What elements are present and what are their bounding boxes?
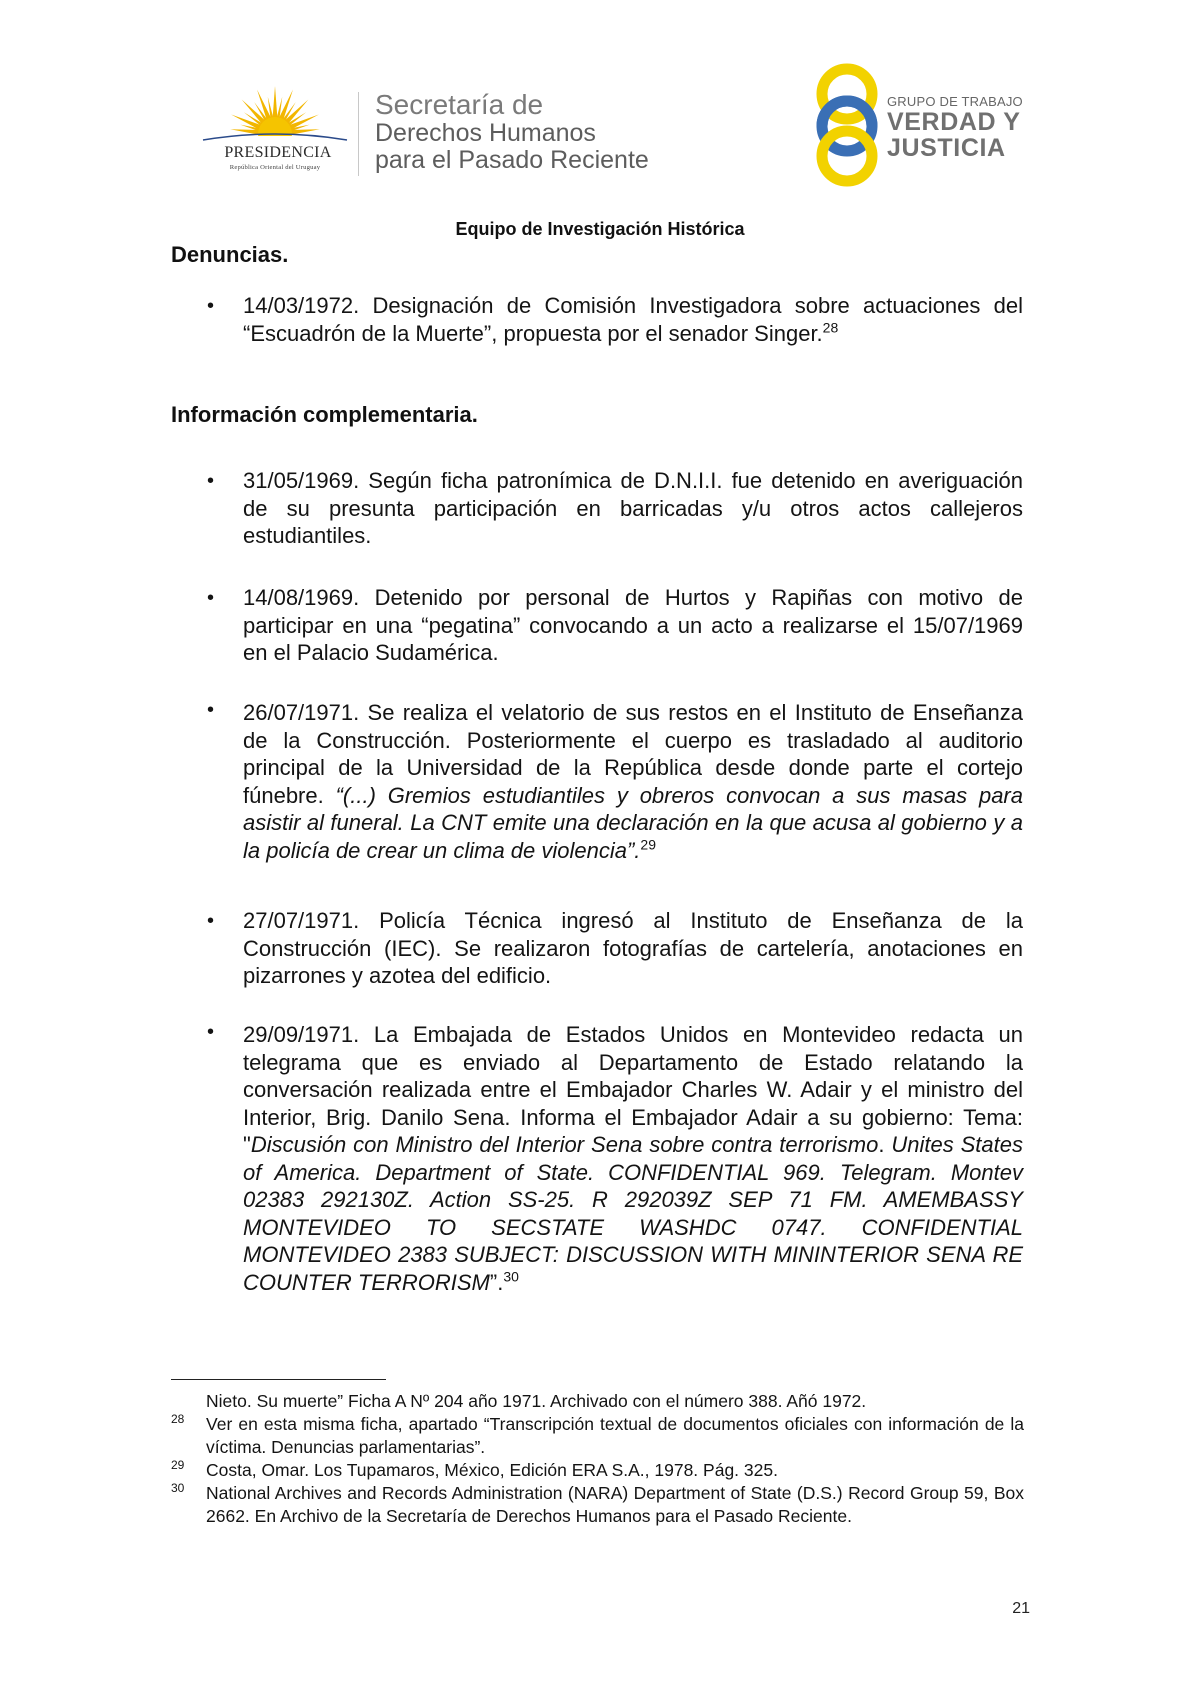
section-heading-informacion: Información complementaria. — [171, 402, 478, 427]
footnote-ref: 28 — [822, 319, 839, 336]
page-number: 21 — [1012, 1600, 1030, 1617]
presidencia-title: PRESIDENCIA — [224, 144, 332, 161]
grupo-trabajo-line-3: JUSTICIA — [887, 134, 1006, 162]
item-text-tail: ”. — [489, 1269, 504, 1295]
linked-rings-icon — [812, 60, 882, 190]
bullet-icon: • — [207, 699, 215, 721]
item-text: 29/09/1971. La Embajada de Estados Unidos en Montevideo redacta un telegrama que es enviado al Departamento de Estado relatando la conversación realizada entre el Embajador Charles W. Adair y el ministro del Interior, Brig. Danilo Sena. Informa el Embajador Adair a su gobierno: Tema: " — [243, 1022, 1023, 1157]
section-heading-denuncias: Denuncias. — [171, 242, 289, 267]
bullet-icon: • — [207, 587, 215, 609]
header-divider — [358, 92, 359, 176]
footnote-number: 30 — [171, 1481, 185, 1495]
footnote-separator — [171, 1379, 386, 1380]
list-item — [243, 907, 1023, 990]
secretaria-wordmark — [375, 90, 715, 174]
footnote-number: 28 — [171, 1412, 185, 1426]
bullet-icon: • — [207, 1021, 215, 1043]
item-text: 31/05/1969. Según ficha patronímica de D.N.I.I. fue detenido en averiguación de su presunta participación en barricadas y/u otros actos callejeros estudiantiles. — [243, 468, 1023, 548]
item-quote: “(...) Gremios estudiantiles y obreros convocan a sus masas para asistir al funeral. La CNT emite una declaración en la que acusa al gobierno y a la policía de crear un clima de violencia”. — [243, 782, 1023, 863]
presidencia-subtitle: República Oriental del Uruguay — [229, 164, 321, 171]
item-text: 14/08/1969. Detenido por personal de Hurtos y Rapiñas con motivo de participar en una “pegatina” convocando a un acto a realizarse el 15/07/1969 en el Palacio Sudamérica. — [243, 585, 1023, 665]
footnote-continuation: Nieto. Su muerte” Ficha A Nº 204 año 1971. Archivado con el número 388. Añó 1972. — [206, 1391, 867, 1411]
list-item — [243, 1021, 1023, 1296]
bullet-icon: • — [207, 295, 215, 317]
secretaria-line-3: para el Pasado Reciente — [375, 146, 649, 174]
bullet-icon: • — [207, 470, 215, 492]
sun-icon — [195, 82, 355, 144]
footnote-number: 29 — [171, 1458, 185, 1472]
footnote: National Archives and Records Administration (NARA) Department of State (D.S.) Record Group 59, Box 2662. En Archivo de la Secretaría de Derechos Humanos para el Pasado Reciente. — [206, 1483, 1024, 1526]
footnote-ref: 29 — [640, 836, 656, 853]
item-quote-telegram: Unites States of America. Department of State. CONFIDENTIAL 969. Telegram. Montev 02383 292130Z. Action SS-25. R 292039Z SEP 71 FM. AMEMBASSY MONTEVIDEO TO SECSTATE WASHDC 0747. CONFIDENTIAL MONTEVIDEO 2383 SUBJECT: DISCUSSION WITH MININTERIOR SENA RE COUNTER TERRORISM — [243, 1132, 1023, 1295]
bullet-icon: • — [207, 910, 215, 932]
item-text: 26/07/1971. Se realiza el velatorio de sus restos en el Instituto de Enseñanza de la Construcción. Posteriormente el cuerpo es trasladado al auditorio principal de la Universidad de la República desde donde parte el cortejo fúnebre. — [243, 700, 1023, 808]
grupo-trabajo-logo — [812, 60, 1062, 190]
secretaria-line-1: Secretaría de — [375, 89, 544, 120]
footnote-ref: 30 — [503, 1268, 519, 1285]
presidencia-logo — [195, 82, 355, 182]
list-item — [243, 292, 1023, 347]
item-text: 14/03/1972. Designación de Comisión Investigadora sobre actuaciones del “Escuadrón de la Muerte”, propuesta por el senador Singer. — [243, 293, 1023, 346]
secretaria-line-2: Derechos Humanos — [375, 119, 596, 147]
list-item — [243, 584, 1023, 667]
item-text-tail: . — [878, 1132, 885, 1157]
footnote: Ver en esta misma ficha, apartado “Transcripción textual de documentos oficiales con información de la víctima. Denuncias parlamentarias”. — [206, 1414, 1024, 1457]
grupo-trabajo-line-1: GRUPO DE TRABAJO — [887, 94, 1023, 109]
item-text: 27/07/1971. Policía Técnica ingresó al Instituto de Enseñanza de la Construcción (IEC). Se realizaron fotografías de cartelería, anotaciones en pizarrones y azotea del edificio. — [243, 908, 1023, 988]
grupo-trabajo-line-2: VERDAD Y — [887, 108, 1021, 136]
team-heading: Equipo de Investigación Histórica — [455, 219, 745, 239]
footnote: Costa, Omar. Los Tupamaros, México, Edición ERA S.A., 1978. Pág. 325. — [206, 1460, 778, 1480]
list-item — [243, 699, 1023, 864]
list-item — [243, 467, 1023, 550]
item-quote: Discusión con Ministro del Interior Sena sobre contra terrorismo — [250, 1132, 879, 1157]
